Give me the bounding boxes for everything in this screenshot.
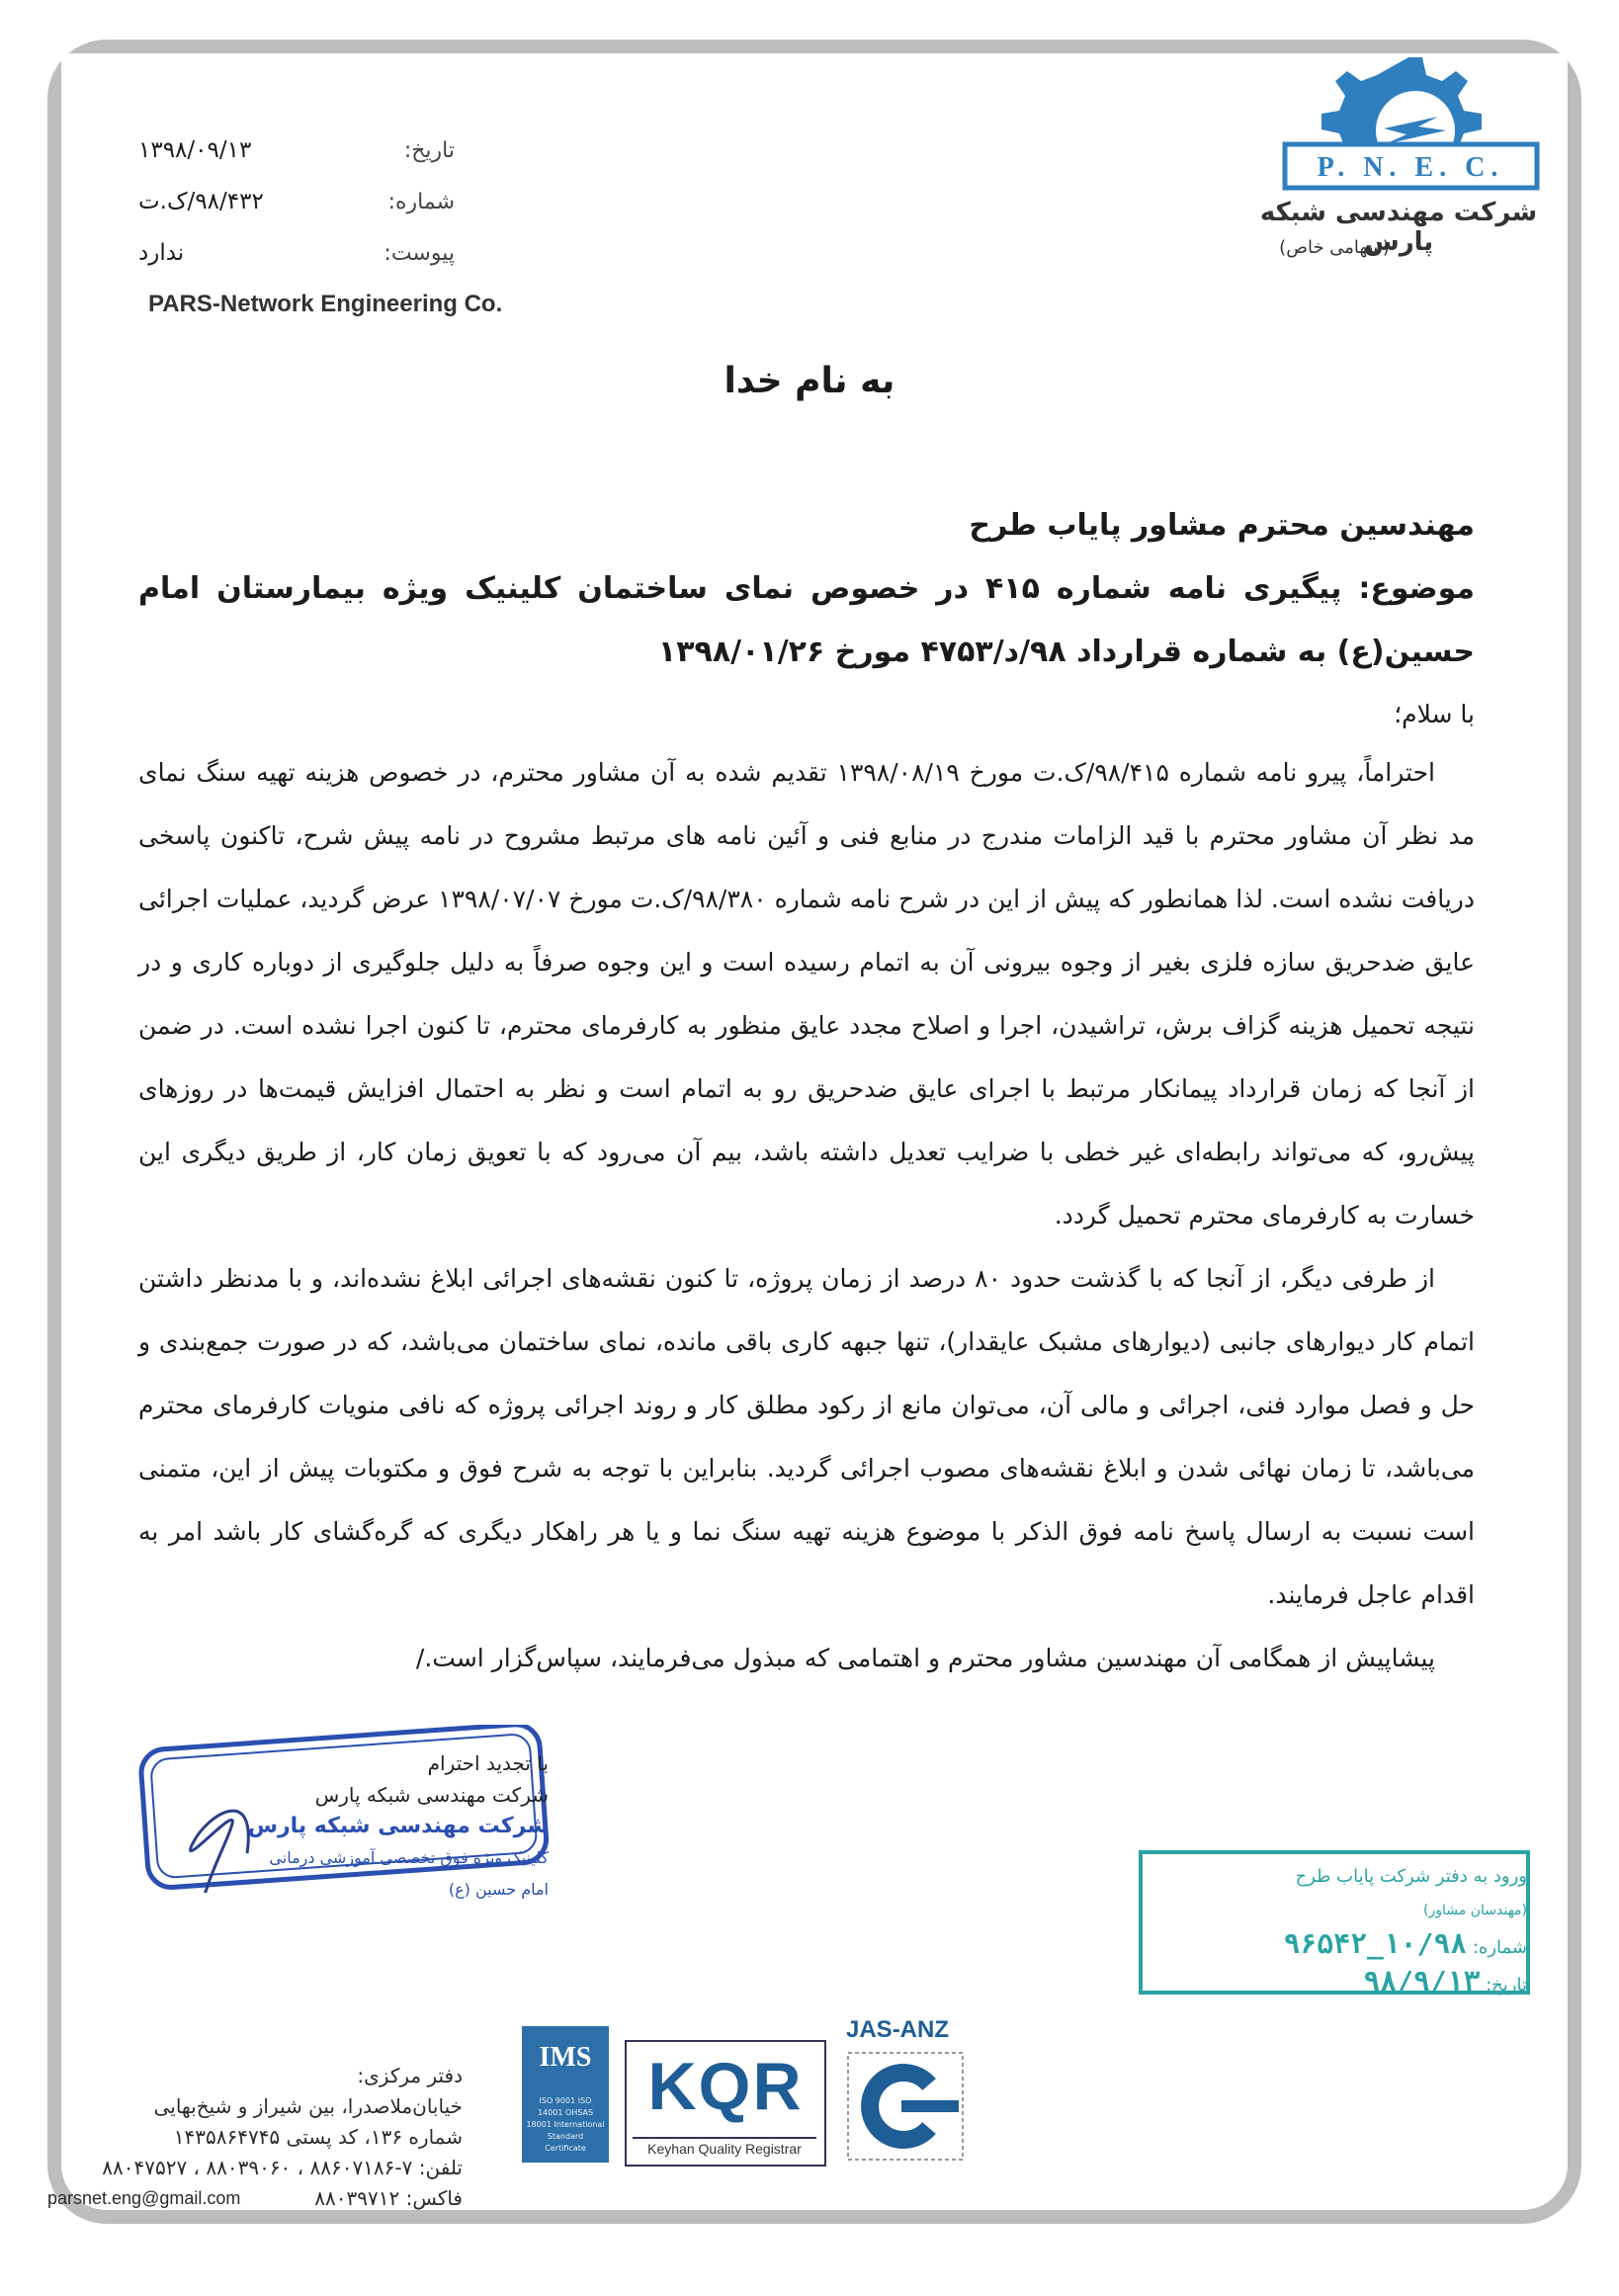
receipt-stamp-sub: (مهندسان مشاور) (1423, 1903, 1527, 1918)
stamp-text-1: شرکت مهندسی شبکه پارس (247, 1814, 549, 1838)
kqr-logo-icon (625, 2040, 826, 2167)
email-address: parsnet.eng@gmail.com (47, 2188, 241, 2208)
meta-date-value: ۱۳۹۸/۰۹/۱۳ (138, 137, 252, 163)
letter-subject: موضوع: پیگیری نامه شماره ۴۱۵ در خصوص نمای ساختمان کلینیک ویژه بیمارستان امام حسین(ع) به شماره قرارداد ۹۸/د/۴۷۵۳ مورخ ۱۳۹۸/۰۱/۲۶ (138, 571, 1476, 669)
ims-logo-subtext: ISO 9001 ISO 14001 OHSAS 18001 International Standard Certificate (526, 2096, 605, 2153)
jas-anz-label: JAS-ANZ (846, 2016, 950, 2043)
paragraph-2: از طرفی دیگر، از آنجا که با گذشت حدود ۸۰ درصد از زمان پروژه، تا کنون نقشه‌های اجرائی ابلاغ نشده‌اند، و با مدنظر داشتن اتمام کار دیوارهای جانبی (دیوارهای مشبک عایقدار)، تنها جبهه کاری باقی مانده، نمای ساختمان می‌باشد، که در صورت جمع‌بندی و حل و فصل موارد فنی، اجرائی و مالی آن، می‌توان مانع از رکود مطلق کار و روند اجرائی پروژه که نافی منویات کارفرمای محترم می‌باشد، تا زمان نهائی شدن و ابلاغ نقشه‌های مصوب اجرائی گردید. بنابراین با توجه به شرح فوق و مکتوبات پیش از این، متمنی است نسبت به ارسال پاسخ نامه فوق الذکر با موضوع هزینه تهیه سنگ نما و یا هر راهکار دیگری که گره‌گشای کار باشد امر به اقدام عاجل فرمایند. (138, 1264, 1475, 1609)
addressee: مهندسین محترم مشاور پایاب طرح (969, 508, 1475, 543)
stamp-text-3: امام حسین (ع) (448, 1880, 549, 1899)
stamp-text-2: کلینیک ویژه فوق تخصصی آموزشی درمانی (269, 1848, 549, 1867)
meta-number-row (138, 176, 455, 227)
receipt-stamp-title: ورود به دفتر شرکت پایاب طرح (1295, 1866, 1527, 1887)
jas-anz-logo-icon (846, 2051, 965, 2162)
address-line-1: خیابان‌ملاصدرا، بین شیراز و شیخ‌بهایی (153, 2094, 463, 2118)
logo-company-type: (سهامی خاص) (1279, 237, 1390, 258)
company-name-en: PARS-Network Engineering Co. (148, 291, 503, 317)
greeting: با سلام؛ (1394, 700, 1475, 728)
logo-company-name: شرکت مهندسی شبکه پارس (1259, 198, 1538, 257)
ims-logo-text: IMS (539, 2042, 592, 2073)
bismillah-heading: به نام خدا (724, 361, 895, 401)
signer-name: شرکت مهندسی شبکه پارس (314, 1783, 549, 1807)
receipt-number: ۱۰/۹۸_۹۶۵۴۲ (1283, 1927, 1468, 1960)
closing-text: با تجدید احترام (427, 1751, 549, 1775)
receipt-date: ۹۸/۹/۱۳ (1363, 1965, 1481, 1998)
office-title: دفتر مرکزی: (357, 2064, 463, 2087)
paragraph-1: احتراماً، پیرو نامه شماره ۹۸/۴۱۵/ک.ت مورخ ۱۳۹۸/۰۸/۱۹ تقدیم شده به آن مشاور محترم، در خصوص هزینه تهیه سنگ نمای مد نظر آن مشاور محترم با قید الزامات مندرج در منابع فنی و آئین نامه های مرتبط مشروح در نامه پیش شرح، تاکنون پاسخی دریافت نشده است. لذا همانطور که پیش از این در شرح نامه شماره ۹۸/۳۸۰/ک.ت مورخ ۱۳۹۸/۰۷/۰۷ عرض گردید، عملیات اجرائی عایق ضدحریق سازه فلزی بغیر از وجوه بیرونی آن به اتمام رسیده است و این وجوه صرفاً به دلیل جلوگیری از دوباره کاری و در نتیجه تحمیل هزینه گزاف برش، تراشیدن، اجرا و اصلاح مجدد عایق منظور به کارفرمای محترم، تا کنون اجرا نشده است. در ضمن از آنجا که زمان قرارداد پیمانکار مرتبط با اجرای عایق ضدحریق رو به اتمام است و نظر به احتمال افزایش قیمت‌ها در روزهای پیش‌رو، که می‌تواند رابطه‌ای غیر خطی با ضرایب تعدیل داشته باشد، بیم آن می‌رود که با تعویق زمان کار، از طریق دیگری این خسارت به کارفرمای محترم تحمیل گردد. (138, 758, 1475, 1230)
letter-body (138, 494, 1475, 1690)
meta-attachment-value: ندارد (138, 240, 185, 266)
meta-attachment-label: پیوست: (383, 240, 455, 266)
phone-line: تلفن: ۷-۸۸۶۰۷۱۸۶ ، ۸۸۰۳۹۰۶۰ ، ۸۸۰۴۷۵۲۷ (102, 2156, 463, 2179)
receipt-stamp (1151, 1860, 1527, 2002)
address-line-2: شماره ۱۳۶، کد پستی ۱۴۳۵۸۶۴۷۴۵ (173, 2125, 463, 2149)
meta-date-label: تاریخ: (403, 137, 455, 163)
receipt-number-label: شماره: (1472, 1937, 1527, 1958)
meta-number-value: ۹۸/۴۳۲/ک.ت (138, 189, 264, 214)
meta-number-label: شماره: (387, 189, 455, 214)
meta-date-row (138, 125, 455, 176)
meta-attachment-row (138, 227, 455, 279)
kqr-logo-text: KQR (647, 2049, 804, 2124)
ims-logo-icon (522, 2026, 609, 2163)
fax-line: فاکس: ۸۸۰۳۹۷۱۲ (314, 2186, 463, 2210)
signature-block (173, 1747, 549, 1906)
paragraph-3: پیشاپیش از همگامی آن مهندسین مشاور محترم و اهتمامی که مبذول می‌فرمایند، سپاس‌گزار است./ (415, 1644, 1435, 1672)
receipt-date-label: تاریخ: (1486, 1975, 1527, 1996)
logo-abbr: P. N. E. C. (1317, 152, 1504, 183)
kqr-logo-subtext: Keyhan Quality Registrar (633, 2137, 816, 2157)
letter-meta (138, 125, 455, 279)
